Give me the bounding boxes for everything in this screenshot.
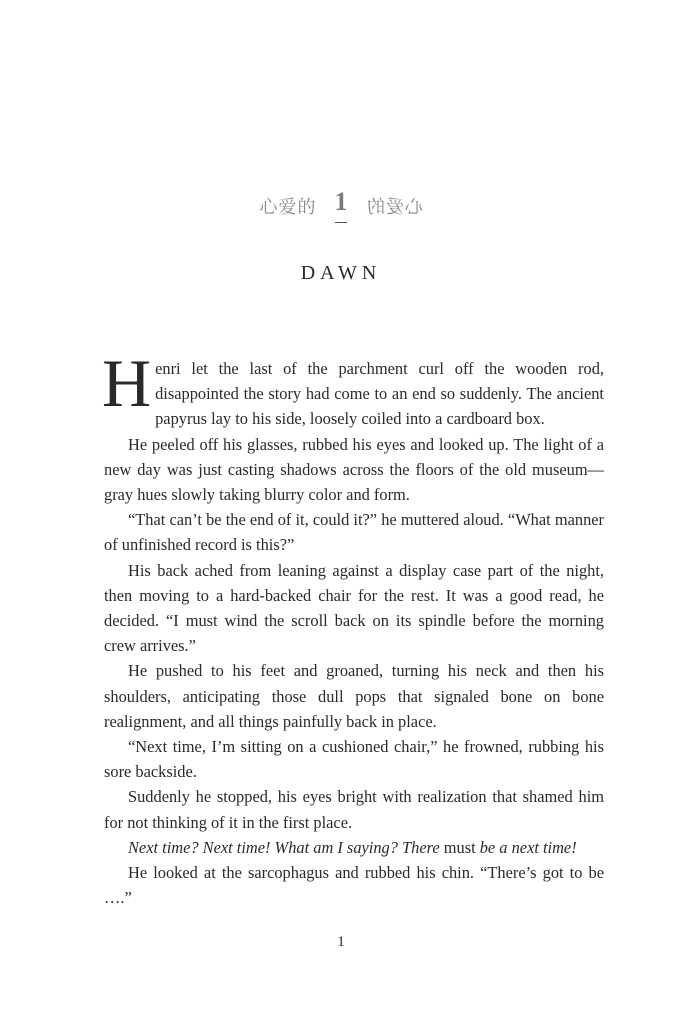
ornament-left: 心爱的 (259, 196, 317, 218)
paragraph: “That can’t be the end of it, could it?” he muttered aloud. “What manner of unfinished record is this?” (104, 510, 604, 555)
paragraph (102, 345, 604, 432)
paragraph-text: enri let the last of the parchment curl off the wooden rod, disappointed the story had come to an end so suddenly. The ancient papyrus lay to his side, loosely coiled into a cardboard box. (155, 359, 604, 429)
chapter-number-block (335, 188, 348, 223)
paragraph: “Next time, I’m sitting on a cushioned chair,” he frowned, rubbing his sore backside. (104, 737, 604, 782)
paragraph: Suddenly he stopped, his eyes bright with realization that shamed him for not thinking of it in the first place. (104, 787, 604, 832)
paragraph: His back ached from leaning against a display case part of the night, then moving to a hard-backed chair for the rest. It was a good read, he decided. “I must wind the scroll back on its spindle before the morning crew arrives.” (104, 560, 604, 656)
chapter-body (102, 345, 604, 910)
italic-text: be a next time! (479, 837, 577, 857)
chapter-number: 1 (334, 187, 348, 216)
drop-cap: H (102, 345, 152, 421)
paragraph-italic (104, 835, 604, 860)
chapter-number-rule (335, 222, 347, 223)
paragraph: He pushed to his feet and groaned, turning his neck and then his shoulders, anticipating those dull pops that signaled bone on bone realignment, and all things painfully back in place. (104, 661, 604, 731)
paragraph: He looked at the sarcophagus and rubbed his chin. “There’s got to be ….” (104, 863, 604, 908)
chapter-title: DAWN (300, 262, 382, 284)
ornament-right: 心爱的 (365, 196, 423, 218)
italic-text: Next time? Next time! What am I saying? There (128, 837, 440, 857)
page-number: 1 (337, 934, 345, 950)
roman-text: must (439, 837, 480, 857)
paragraph: He peeled off his glasses, rubbed his eyes and looked up. The light of a new day was just casting shadows across the floors of the old museum—gray hues slowly taking blurry color and form. (104, 434, 604, 505)
chapter-header (0, 188, 682, 228)
